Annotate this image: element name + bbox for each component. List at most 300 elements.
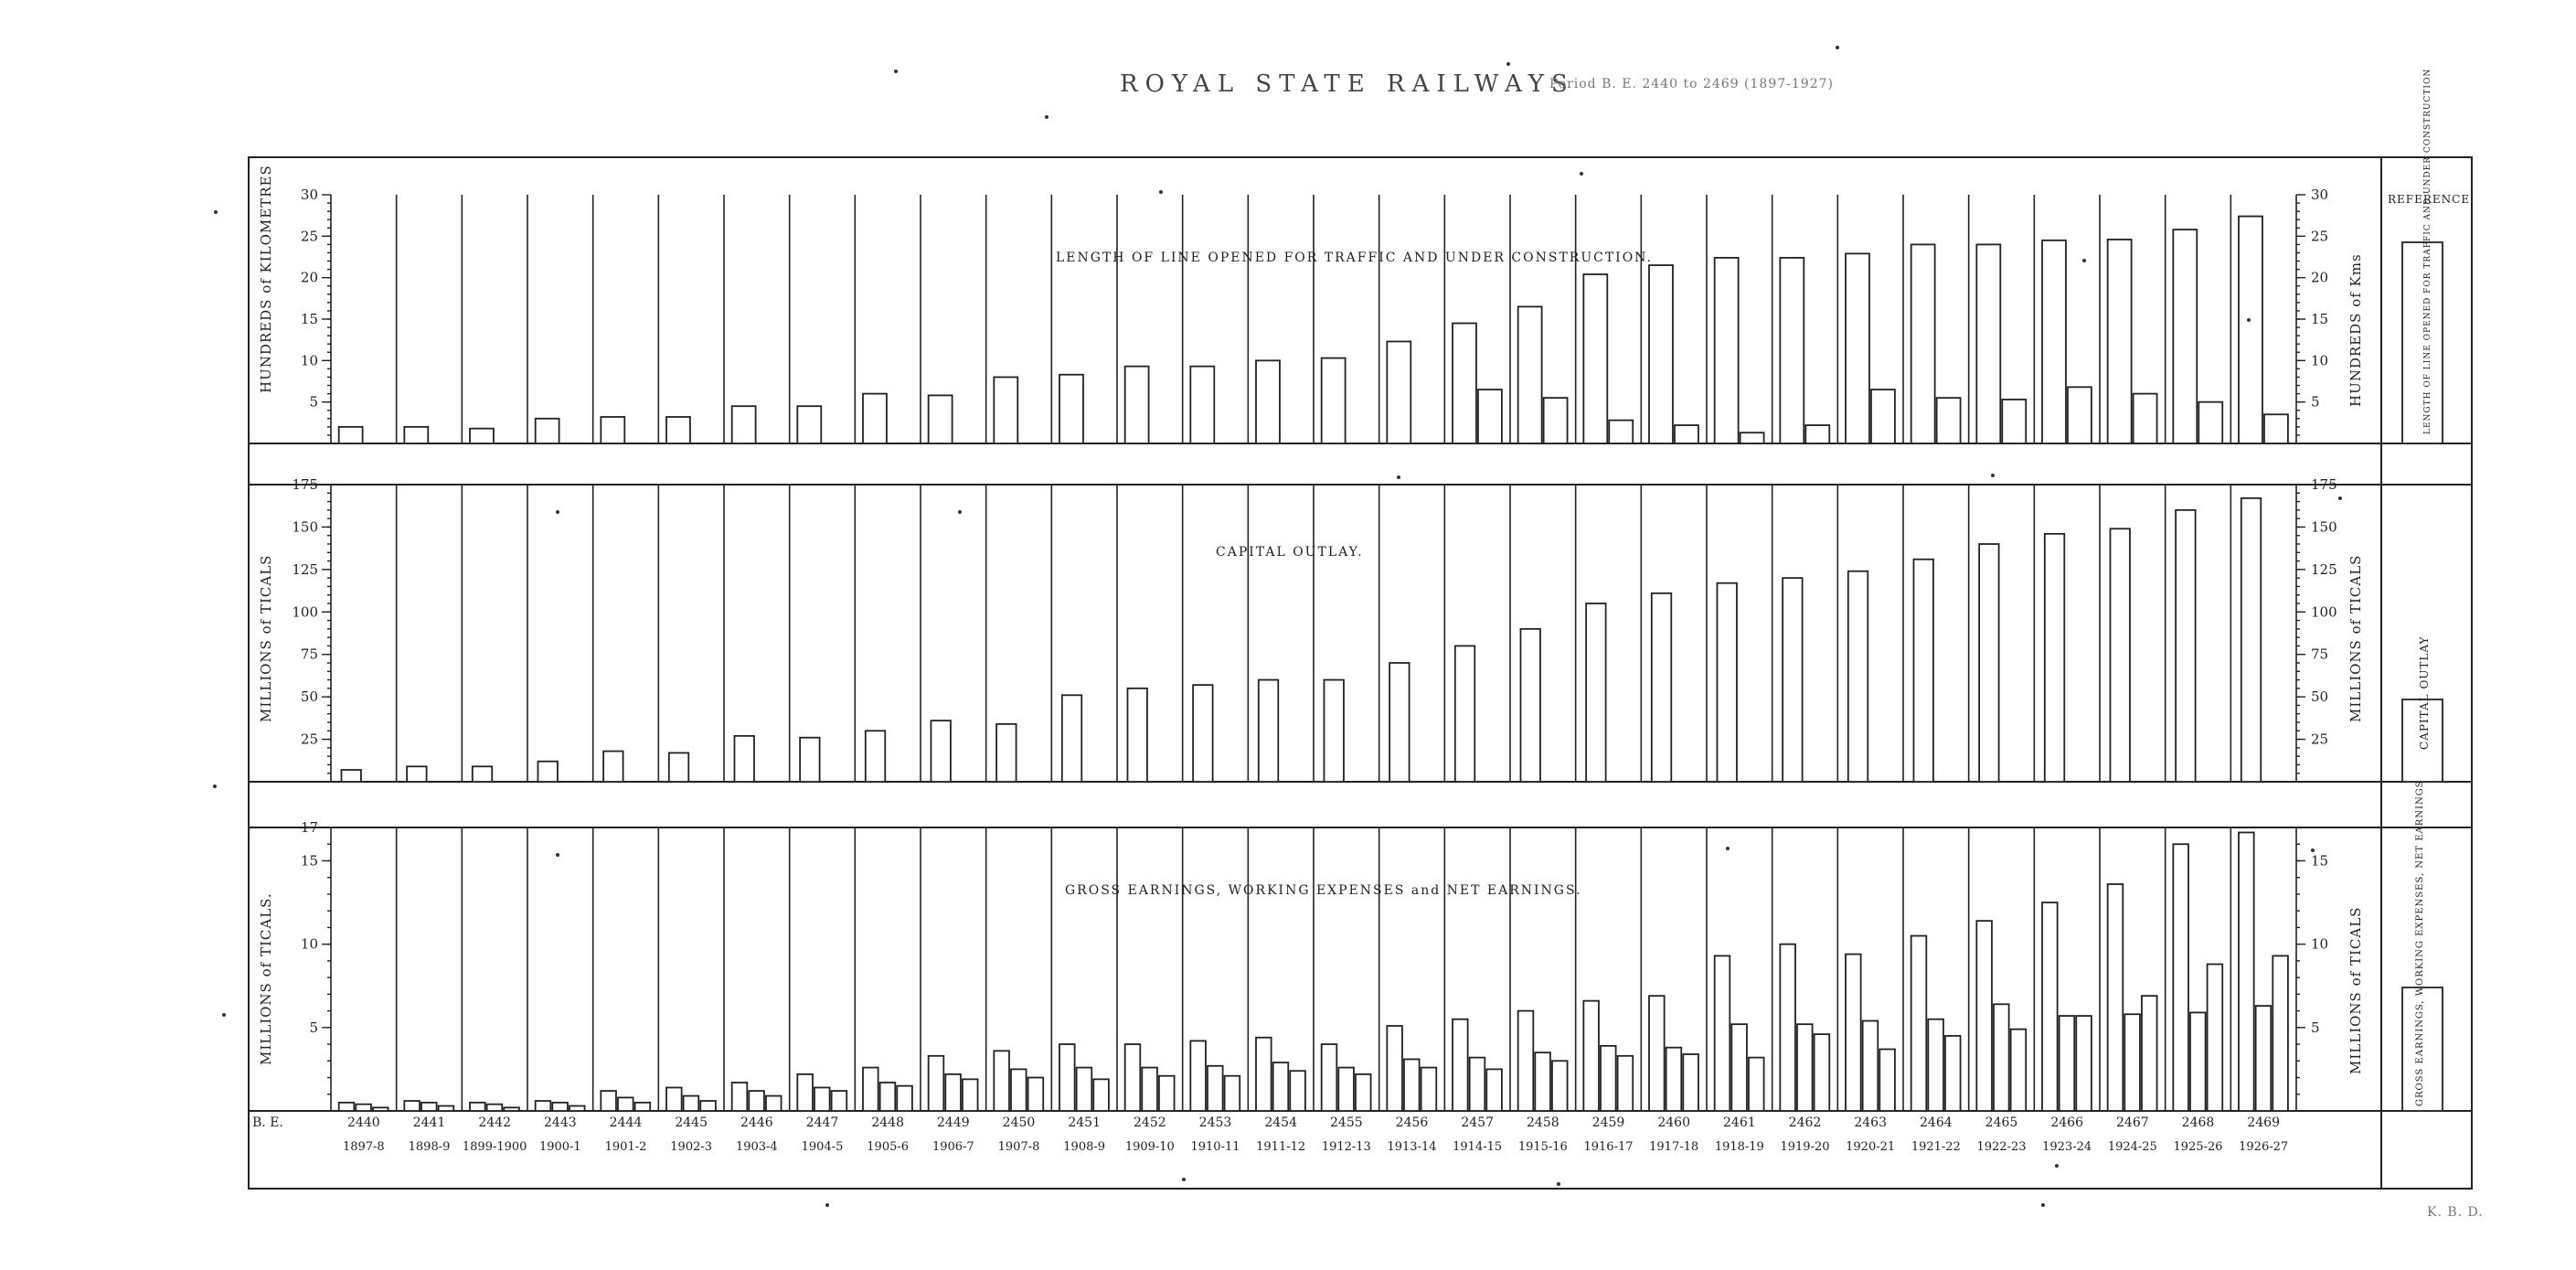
bar-p1-s2-2460 [1675, 425, 1698, 443]
bar-p3-s3-2465 [2011, 1030, 2027, 1111]
bar-p2-s1-2454 [1259, 680, 1278, 782]
greg-year-label: 1920-21 [1846, 1140, 1896, 1154]
be-year-label: 2454 [1264, 1115, 1297, 1130]
bar-p3-s2-2458 [1535, 1052, 1550, 1111]
greg-year-label: 1919-20 [1780, 1140, 1830, 1154]
bar-p3-s1-2443 [536, 1101, 551, 1111]
y-tick-label-right: 175 [2311, 476, 2337, 493]
greg-year-label: 1913-14 [1387, 1140, 1437, 1154]
bar-p2-s1-2468 [2176, 510, 2195, 782]
greg-year-label: 1924-25 [2107, 1140, 2157, 1154]
bar-p3-s1-2466 [2042, 902, 2058, 1111]
panel-2-y-axis-title: MILLIONS of TICALS [258, 554, 274, 722]
be-year-label: 2461 [1723, 1115, 1756, 1130]
be-year-label: 2459 [1591, 1115, 1625, 1130]
y-tick-label-right: 100 [2311, 603, 2337, 621]
bar-p2-s1-2464 [1913, 560, 1932, 782]
bar-p1-s1-2468 [2173, 229, 2197, 443]
bar-p1-s2-2465 [2002, 400, 2026, 443]
bar-p3-s1-2445 [666, 1087, 682, 1111]
bar-p3-s2-2441 [421, 1103, 437, 1111]
bar-p3-s2-2464 [1928, 1019, 1943, 1111]
axis-ticks [292, 187, 2336, 1094]
bar-p1-s1-2450 [994, 377, 1017, 443]
y-tick-label-left: 5 [309, 1019, 318, 1036]
bar-p1-s1-2461 [1715, 258, 1739, 443]
reference-label-3: GROSS EARNINGS, WORKING EXPENSES, NET EARNINGS [2415, 780, 2425, 1106]
bar-p1-s1-2458 [1518, 306, 1542, 443]
bar-p1-s1-2463 [1846, 253, 1869, 443]
bar-p1-s1-2459 [1583, 274, 1607, 443]
bar-p3-s1-2446 [732, 1083, 748, 1111]
bar-p3-s3-2463 [1879, 1050, 1895, 1111]
bar-p1-s2-2457 [1478, 390, 1502, 443]
bar-p2-s1-2457 [1455, 646, 1474, 782]
reference-label-2: CAPITAL OUTLAY [2418, 635, 2431, 750]
y-tick-label-left: 25 [300, 228, 318, 245]
bar-p1-s1-2464 [1911, 244, 1935, 443]
bar-p1-s2-2466 [2068, 387, 2092, 443]
bar-p2-s1-2445 [669, 752, 688, 782]
bar-p3-s2-2469 [2256, 1006, 2272, 1111]
bar-p3-s1-2452 [1125, 1044, 1141, 1111]
bar-p3-s2-2452 [1142, 1068, 1157, 1111]
y-tick-label-left: 50 [300, 688, 318, 706]
bar-p3-s1-2467 [2108, 884, 2124, 1111]
bar-p1-s1-2453 [1190, 367, 1214, 443]
greg-year-label: 1903-4 [735, 1140, 778, 1154]
bar-p3-s3-2444 [635, 1103, 651, 1111]
y-tick-label-right: 25 [2311, 731, 2329, 748]
bar-p1-s1-2467 [2108, 240, 2132, 443]
be-year-label: 2452 [1134, 1115, 1166, 1130]
bar-p1-s2-2458 [1544, 398, 1568, 443]
greg-year-label: 1900-1 [538, 1140, 581, 1154]
bar-p3-s1-2460 [1649, 996, 1665, 1111]
y-tick-label-right: 150 [2311, 518, 2337, 536]
bar-p3-s1-2469 [2239, 832, 2254, 1111]
speck [214, 210, 218, 214]
be-year-label: 2448 [871, 1115, 904, 1130]
greg-year-label: 1915-16 [1517, 1140, 1568, 1154]
bar-p3-s1-2453 [1190, 1041, 1206, 1111]
bar-p2-s1-2460 [1652, 593, 1671, 782]
greg-year-label: 1909-10 [1124, 1140, 1175, 1154]
year-axis [343, 1115, 2288, 1154]
be-year-label: 2445 [675, 1115, 708, 1130]
y-tick-label-right: 15 [2311, 311, 2329, 327]
greg-year-label: 1926-27 [2239, 1140, 2289, 1154]
bar-p3-s1-2464 [1911, 936, 1927, 1111]
bar-p3-s3-2451 [1093, 1079, 1109, 1111]
panel-1-y-axis-title-right: HUNDREDS of Kms [2347, 253, 2364, 407]
y-tick-label-right: 30 [2311, 187, 2329, 203]
reference-box-1 [2402, 242, 2443, 443]
bar-p3-s2-2459 [1601, 1046, 1616, 1111]
bar-p2-s1-2456 [1389, 663, 1409, 782]
bar-p3-s1-2458 [1518, 1011, 1534, 1111]
bar-p2-s1-2446 [734, 736, 753, 782]
y-tick-label-left: 125 [292, 560, 318, 578]
y-tick-label-right: 50 [2311, 688, 2329, 706]
bar-p2-s1-2462 [1783, 578, 1802, 782]
greg-year-label: 1901-2 [604, 1140, 647, 1154]
speck [2041, 1203, 2045, 1207]
bar-p1-s1-2469 [2239, 217, 2262, 443]
bar-p2-s1-2442 [473, 766, 492, 782]
bar-p2-s1-2444 [603, 752, 623, 782]
bar-p3-s1-2455 [1322, 1044, 1337, 1111]
be-year-label: 2440 [347, 1115, 380, 1130]
speck [2338, 496, 2342, 500]
be-year-label: 2449 [937, 1115, 970, 1130]
be-year-label: 2468 [2181, 1115, 2215, 1130]
speck [556, 510, 559, 514]
bar-p1-s2-2461 [1740, 432, 1764, 443]
be-year-label: 2442 [478, 1115, 511, 1130]
bar-p3-s2-2447 [814, 1087, 830, 1111]
speck [1159, 190, 1163, 194]
bar-p1-s2-2469 [2264, 414, 2288, 443]
y-tick-label-right: 20 [2311, 269, 2329, 286]
panel-1-title: LENGTH OF LINE OPENED FOR TRAFFIC AND UNDER CONSTRUCTION. [1056, 251, 1653, 265]
be-axis-label: B. E. [252, 1115, 283, 1130]
y-tick-label-left: 15 [300, 311, 318, 327]
be-year-label: 2450 [1002, 1115, 1036, 1130]
bar-p1-s1-2448 [863, 394, 887, 443]
bar-p1-s1-2466 [2042, 240, 2066, 443]
be-year-label: 2446 [740, 1115, 773, 1130]
bar-p3-s1-2440 [339, 1103, 355, 1111]
bar-p2-s1-2440 [341, 770, 360, 782]
be-year-label: 2443 [544, 1115, 577, 1130]
bar-p3-s2-2466 [2060, 1016, 2075, 1111]
y-tick-label-right: 5 [2311, 393, 2320, 411]
be-year-label: 2453 [1198, 1115, 1232, 1130]
bar-p3-s1-2454 [1256, 1038, 1272, 1111]
be-year-label: 2465 [1985, 1115, 2018, 1130]
bar-p3-s1-2463 [1846, 955, 1861, 1111]
bar-p1-s2-2464 [1937, 398, 1961, 443]
y-tick-label-left: 10 [300, 352, 318, 369]
bar-p3-s2-2444 [618, 1097, 633, 1111]
bar-p3-s3-2454 [1290, 1071, 1305, 1111]
bar-p1-s1-2457 [1453, 324, 1476, 443]
bar-p2-s1-2455 [1324, 680, 1343, 782]
bar-p3-s1-2449 [929, 1056, 944, 1111]
greg-year-label: 1921-22 [1911, 1140, 1961, 1154]
bar-p3-s1-2450 [994, 1051, 1009, 1111]
speck [2055, 1164, 2059, 1168]
greg-year-label: 1911-12 [1256, 1140, 1306, 1154]
bar-p1-s1-2442 [470, 429, 494, 443]
bar-p1-s1-2460 [1649, 265, 1673, 443]
bar-p1-s1-2441 [404, 427, 428, 443]
y-tick-label-right: 25 [2311, 228, 2329, 245]
speck [1726, 847, 1730, 850]
greg-year-label: 1923-24 [2042, 1140, 2092, 1154]
y-tick-label-left: 25 [300, 731, 318, 748]
y-tick-label-left: 30 [300, 187, 318, 203]
greg-year-label: 1898-9 [408, 1140, 451, 1154]
y-tick-label-left: 75 [300, 646, 318, 663]
bar-p1-s2-2467 [2134, 394, 2157, 443]
bar-p3-s1-2459 [1583, 1001, 1599, 1111]
bar-p2-s1-2441 [407, 766, 426, 782]
bar-p2-s1-2461 [1717, 583, 1736, 782]
bar-p1-s2-2463 [1871, 390, 1895, 443]
bar-p3-s3-2440 [373, 1107, 389, 1111]
greg-year-label: 1917-18 [1649, 1140, 1699, 1154]
greg-year-label: 1904-5 [801, 1140, 844, 1154]
bar-p3-s1-2462 [1780, 944, 1795, 1111]
greg-year-label: 1910-11 [1190, 1140, 1240, 1154]
bar-p3-s2-2460 [1666, 1048, 1682, 1111]
be-year-label: 2467 [2116, 1115, 2149, 1130]
speck [1991, 474, 1995, 477]
speck [1836, 46, 1839, 49]
bar-p3-s3-2449 [963, 1079, 978, 1111]
bar-p3-s1-2444 [601, 1091, 616, 1111]
bar-p2-s1-2465 [1979, 544, 1998, 782]
greg-year-label: 1916-17 [1583, 1140, 1634, 1154]
bar-p3-s1-2457 [1453, 1019, 1468, 1111]
bar-p3-s3-2452 [1159, 1076, 1175, 1111]
bar-p3-s3-2445 [700, 1101, 716, 1111]
bar-p2-s1-2447 [800, 738, 819, 782]
bar-p1-s1-2440 [339, 427, 363, 443]
bar-p3-s2-2456 [1404, 1059, 1420, 1111]
bar-p1-s2-2462 [1805, 425, 1829, 443]
bar-p3-s3-2457 [1486, 1069, 1502, 1111]
panel-3-y-axis-title: MILLIONS of TICALS. [258, 892, 274, 1065]
bar-p3-s3-2460 [1683, 1054, 1698, 1111]
y-tick-label-left: 17 [300, 819, 318, 836]
bar-p3-s2-2443 [552, 1103, 568, 1111]
bar-p2-s1-2449 [931, 720, 950, 782]
bar-p3-s1-2442 [470, 1103, 485, 1111]
bar-p2-s1-2466 [2045, 534, 2064, 782]
y-tick-label-left: 10 [300, 935, 318, 953]
bar-p3-s1-2447 [797, 1074, 813, 1111]
y-tick-label-right: 10 [2311, 352, 2329, 369]
bar-p3-s2-2463 [1863, 1021, 1879, 1111]
bar-p3-s2-2465 [1994, 1004, 2009, 1111]
bar-p3-s2-2453 [1208, 1066, 1223, 1111]
bar-p3-s2-2449 [945, 1074, 961, 1111]
bar-p3-s3-2450 [1028, 1078, 1044, 1111]
greg-year-label: 1925-26 [2173, 1140, 2223, 1154]
panel-2-y-axis-title-right: MILLIONS of TICALS [2347, 554, 2364, 722]
speck [1557, 1182, 1560, 1186]
speck [894, 69, 898, 73]
reference-label-1: LENGTH OF LINE OPENED FOR TRAFFIC AND UNDER CONSTRUCTION [2423, 68, 2432, 434]
greg-year-label: 1914-15 [1453, 1140, 1503, 1154]
speck [222, 1013, 226, 1017]
greg-year-label: 1908-9 [1063, 1140, 1106, 1154]
be-year-label: 2460 [1657, 1115, 1690, 1130]
bar-p3-s2-2454 [1273, 1062, 1289, 1111]
y-tick-label-left: 175 [292, 476, 318, 493]
bar-p2-s1-2458 [1520, 629, 1539, 782]
bar-p2-s1-2459 [1586, 603, 1605, 782]
panel-2-title: CAPITAL OUTLAY. [1216, 545, 1364, 560]
speck [1506, 62, 1510, 66]
bar-p3-s1-2461 [1715, 955, 1730, 1111]
bar-p2-s1-2463 [1848, 571, 1868, 782]
speck [1580, 172, 1583, 176]
speck [1182, 1178, 1186, 1181]
bar-p3-s3-2469 [2273, 955, 2288, 1111]
bar-p2-s1-2453 [1193, 685, 1212, 782]
be-year-label: 2444 [609, 1115, 643, 1130]
bar-p3-s2-2446 [749, 1091, 764, 1111]
y-tick-label-right: 75 [2311, 646, 2329, 663]
bar-p3-s2-2461 [1731, 1024, 1747, 1111]
bar-p3-s3-2448 [897, 1086, 912, 1111]
greg-year-label: 1912-13 [1321, 1140, 1371, 1154]
bar-p3-s3-2455 [1356, 1074, 1371, 1111]
bar-p1-s1-2444 [601, 417, 624, 443]
panel-3-y-axis-title-right: MILLIONS of TICALS [2347, 906, 2364, 1074]
bar-p3-s1-2441 [404, 1101, 420, 1111]
be-year-label: 2441 [412, 1115, 446, 1130]
be-year-label: 2463 [1854, 1115, 1887, 1130]
bar-p2-s1-2469 [2241, 498, 2261, 782]
bar-p1-s1-2443 [536, 419, 559, 443]
y-tick-label-right: 5 [2311, 1019, 2320, 1036]
speck [556, 853, 559, 857]
bar-p3-s1-2451 [1059, 1044, 1075, 1111]
greg-year-label: 1905-6 [867, 1140, 910, 1154]
bar-p2-s1-2450 [996, 724, 1016, 782]
bar-p3-s3-2467 [2142, 996, 2157, 1111]
bar-p3-s2-2440 [356, 1105, 371, 1111]
bar-p3-s3-2459 [1618, 1056, 1634, 1111]
bar-p3-s2-2451 [1077, 1068, 1092, 1111]
bar-p3-s1-2448 [863, 1068, 878, 1111]
bar-p3-s2-2455 [1338, 1068, 1354, 1111]
be-year-label: 2455 [1330, 1115, 1363, 1130]
bar-p3-s3-2442 [504, 1107, 519, 1111]
bar-p1-s1-2465 [1976, 244, 2000, 443]
y-tick-label-left: 100 [292, 603, 318, 621]
bar-p2-s1-2448 [866, 731, 885, 782]
speck [2082, 259, 2086, 262]
speck [1045, 115, 1048, 119]
bar-p1-s1-2454 [1256, 360, 1280, 443]
speck [2247, 318, 2251, 322]
bar-p1-s1-2455 [1322, 358, 1346, 443]
bar-p3-s2-2467 [2124, 1014, 2140, 1111]
speck [958, 510, 962, 514]
greg-year-label: 1906-7 [931, 1140, 974, 1154]
y-tick-label-left: 150 [292, 518, 318, 536]
bar-p2-s1-2467 [2110, 528, 2129, 782]
greg-year-label: 1922-23 [1976, 1140, 2027, 1154]
bar-p1-s1-2447 [797, 406, 821, 443]
bar-p3-s1-2456 [1387, 1026, 1402, 1111]
greg-year-label: 1907-8 [997, 1140, 1040, 1154]
greg-year-label: 1899-1900 [462, 1140, 527, 1154]
bar-p3-s3-2441 [439, 1106, 454, 1111]
bar-p3-s3-2458 [1552, 1061, 1568, 1111]
period-text: Period B. E. 2440 to 2469 (1897-1927) [1549, 77, 1834, 91]
bar-p3-s2-2462 [1797, 1024, 1813, 1111]
bar-p3-s3-2447 [832, 1091, 847, 1111]
bar-p3-s1-2468 [2173, 844, 2188, 1111]
bar-p3-s3-2468 [2208, 965, 2223, 1111]
bar-p2-s1-2451 [1062, 695, 1081, 782]
bar-p1-s1-2449 [929, 395, 953, 443]
bar-p1-s1-2445 [666, 417, 690, 443]
be-year-label: 2464 [1920, 1115, 1953, 1130]
bar-p1-s1-2462 [1780, 258, 1804, 443]
bar-p3-s1-2465 [1976, 921, 1992, 1111]
bar-p3-s2-2468 [2190, 1012, 2206, 1111]
be-year-label: 2457 [1461, 1115, 1494, 1130]
panel-1-y-axis-title: HUNDREDS of KILOMETRES [258, 165, 274, 393]
panel-3-title: GROSS EARNINGS, WORKING EXPENSES and NET EARNINGS. [1065, 883, 1582, 898]
bar-p1-s1-2456 [1387, 341, 1410, 443]
bar-p3-s3-2464 [1945, 1036, 1961, 1111]
bar-p3-s2-2457 [1470, 1058, 1485, 1111]
speck [825, 1203, 829, 1207]
bar-p3-s3-2446 [766, 1096, 782, 1111]
bar-p3-s2-2445 [684, 1096, 699, 1111]
reference-title: REFERENCE [2388, 193, 2471, 206]
speck [213, 784, 217, 788]
bar-p1-s2-2468 [2198, 402, 2222, 443]
y-tick-label-left: 20 [300, 269, 318, 286]
bar-p1-s2-2459 [1609, 421, 1633, 443]
bar-p3-s2-2442 [487, 1105, 503, 1111]
be-year-label: 2466 [2050, 1115, 2083, 1130]
be-year-label: 2469 [2247, 1115, 2280, 1130]
bar-p3-s3-2456 [1421, 1068, 1437, 1111]
bar-p3-s3-2461 [1749, 1058, 1764, 1111]
be-year-label: 2447 [805, 1115, 839, 1130]
initials: K. B. D. [2427, 1205, 2484, 1220]
greg-year-label: 1897-8 [342, 1140, 385, 1154]
y-tick-label-right: 15 [2311, 852, 2329, 870]
bar-p1-s1-2446 [732, 406, 756, 443]
be-year-label: 2451 [1068, 1115, 1101, 1130]
greg-year-label: 1902-3 [670, 1140, 713, 1154]
speck [2311, 848, 2315, 852]
bar-p1-s1-2451 [1059, 375, 1083, 443]
bar-p3-s3-2453 [1225, 1076, 1240, 1111]
greg-year-label: 1918-19 [1714, 1140, 1764, 1154]
y-tick-label-left: 15 [300, 852, 318, 870]
bar-p3-s3-2462 [1815, 1034, 1830, 1111]
be-year-label: 2456 [1395, 1115, 1429, 1130]
bar-p3-s2-2450 [1011, 1069, 1027, 1111]
y-tick-label-right: 125 [2311, 560, 2337, 578]
y-tick-label-right: 10 [2311, 935, 2329, 953]
speck [1397, 475, 1400, 479]
chart-title: ROYAL STATE RAILWAYS [1120, 70, 1575, 98]
bar-p2-s1-2452 [1127, 688, 1146, 782]
column-dividers [331, 195, 2296, 1111]
bar-p3-s3-2466 [2076, 1016, 2092, 1111]
be-year-label: 2462 [1788, 1115, 1822, 1130]
bar-p1-s1-2452 [1125, 367, 1149, 443]
y-tick-label-left: 5 [309, 393, 318, 411]
bar-p2-s1-2443 [538, 762, 557, 782]
bar-p3-s2-2448 [880, 1083, 896, 1111]
be-year-label: 2458 [1527, 1115, 1559, 1130]
